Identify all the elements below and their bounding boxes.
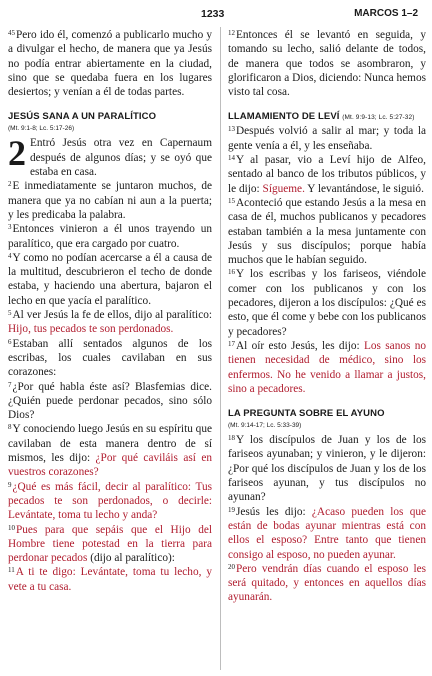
jesus-words: ¿Acaso pueden los que están de bodas ayunar mientras está con ellos el esposo? Entre tanto que tienen consigo al esposo, no pueden ayunar. [228,505,427,561]
verse-number: 8 [8,423,12,432]
verse-11 [8,565,212,594]
verse-13 [228,124,426,153]
verse-1 [8,133,212,179]
verse-number: 7 [8,380,12,389]
verse-12 [228,28,426,99]
verse-text: Aconteció que estando Jesús a la mesa en casa de él, muchos publicanos y pecadores estaban también a la mesa juntamente con Jesús y sus discípulos; porque había muchos que le habían seguido. [228,196,426,267]
heading-text: LLAMAMIENTO DE LEVÍ [228,111,340,123]
right-column [228,28,426,605]
parallel-references: (Mt. 9:14-17; Lc. 5:33-39) [228,422,302,430]
verse-number: 14 [228,154,235,163]
verse-text: ¿Por qué habla éste así? Blasfemias dice. ¿Quién puede perdonar pecados, sino sólo Dios? [8,380,212,422]
verse-text: Y los escribas y los fariseos, viéndole comer con los publicanos y con los pecadores, dijeron a los discípulos: ¿Qué es esto, que él come y bebe con los publicanos y pecadores? [228,268,426,338]
jesus-words: Los sanos no tienen necesidad de médico, sino los enfermos. No he venido a llamar a justos, sino a pecadores. [228,339,427,395]
verse-text: Después volvió a salir al mar; y toda la gente venía a él, y les enseñaba. [228,125,426,152]
verse-number: 17 [228,339,235,348]
verse-15 [228,196,426,267]
verse-number: 10 [8,523,15,532]
verse-19 [228,505,426,562]
verse-text: E inmediatamente se juntaron muchos, de manera que ya no cabían ni aun a la puerta; y les predicaba la palabra. [8,180,212,221]
verse-number: 16 [228,268,235,277]
verse-10 [8,523,212,566]
verse-16 [228,267,426,338]
parallel-references: (Mt. 9:1-8; Lc. 5:17-26) [8,125,75,133]
verse-number: 18 [228,434,235,443]
verse-text: Entonces vinieron a él unos trayendo un paralítico, que era cargado por cuatro. [8,223,212,250]
verse-45 [8,28,212,99]
verse-text: (dijo al paralítico): [90,552,175,565]
jesus-words: Sígueme. [262,182,305,195]
verse-5 [8,308,212,337]
verse-text: Entró Jesús otra vez en Capernaum después de algunos días; y se oyó que estaba en casa. [30,137,212,179]
verse-text: Y al pasar, vio a Leví hijo de Alfeo, sentado al banco de los tributos públicos, y le dijo: [228,154,426,195]
verse-number: 5 [8,309,12,318]
verse-number: 4 [8,251,12,260]
jesus-words: ¿Qué es más fácil, decir al paralítico: Tus pecados te son perdonados, o decirle: Levántate, toma tu lecho y anda? [8,480,212,522]
verse-8 [8,422,212,479]
verse-number: 11 [8,566,15,575]
verse-text: Al oír esto Jesús, les dijo: [236,339,360,352]
verse-text: Y levantándose, le siguió. [307,182,424,195]
verse-18 [228,433,426,504]
verse-text: Entonces él se levantó en seguida, y tomando su lecho, salió delante de todos, de manera que todos se asombraron, y glorificaron a Dios, diciendo: Nunca hemos visto tal cosa. [228,29,426,99]
verse-20 [228,562,426,605]
verse-4 [8,251,212,308]
jesus-words: A ti te digo: Levántate, toma tu lecho, y vete a tu casa. [8,566,212,593]
verse-text: Y conociendo luego Jesús en su espíritu que cavilaban de esta manera dentro de sí mismos, les dijo: [8,423,212,465]
section-heading-ayuno: LA PREGUNTA SOBRE EL AYUNO [228,408,385,420]
verse-text: Y los discípulos de Juan y los de los fariseos ayunaban; y vinieron, y le dijeron: ¿Por qué los discípulos de Juan y los de los fariseos ayunan, y tus discípulos no ayunan? [228,434,426,504]
verse-17 [228,339,426,396]
verse-number: 12 [228,29,235,37]
verse-number: 19 [228,505,235,514]
jesus-words: Pues para que sepáis que el Hijo del Hombre tiene potestad en la tierra para perdonar pecados [8,523,212,565]
verse-14 [228,153,426,196]
section-heading-paralitico: JESÚS SANA A UN PARALÍTICO [8,111,157,123]
section-heading-levi [228,111,426,124]
column-divider [220,27,221,670]
page-number: 1233 [201,8,225,20]
verse-2 [8,179,212,222]
verse-text: Jesús les dijo: [236,505,306,518]
verse-number: 3 [8,223,12,232]
verse-text: Al ver Jesús la fe de ellos, dijo al paralítico: [12,309,212,322]
running-head: MARCOS 1–2 [354,8,418,19]
verse-text: Pero ido él, comenzó a publicarlo mucho y a divulgar el hecho, de manera que ya Jesús no podía entrar abiertamente en la ciudad, sino que se quedaba fuera en los lugares desiertos; y venían a él de todas partes. [8,29,212,99]
verse-number: 45 [8,29,15,37]
left-column [8,28,212,594]
verse-number: 15 [228,196,235,205]
verse-7 [8,380,212,423]
verse-9 [8,480,212,523]
jesus-words: ¿Por qué caviláis así en vuestros corazones? [8,452,213,479]
verse-text: Estaban allí sentados algunos de los escribas, los cuales cavilaban en sus corazones: [8,337,212,379]
verse-number: 13 [228,125,235,134]
chapter-number: 2 [8,133,26,174]
verse-number: 6 [8,337,12,346]
jesus-words: Pero vendrán días cuando el esposo les será quitado, y entonces en aquellos días ayunarán. [228,562,426,604]
parallel-references: (Mt. 9:9-13; Lc. 5:27-32) [342,114,415,122]
jesus-words: Hijo, tus pecados te son perdonados. [8,323,174,336]
verse-text: Y como no podían acercarse a él a causa de la multitud, descubrieron el techo de donde estaba, y haciendo una abertura, bajaron el lecho en que yacía el paralítico. [8,251,212,307]
verse-3 [8,222,212,251]
verse-number: 2 [8,180,12,189]
verse-6 [8,337,212,380]
verse-number: 20 [228,562,235,571]
verse-number: 9 [8,480,12,489]
page-header [0,8,432,24]
